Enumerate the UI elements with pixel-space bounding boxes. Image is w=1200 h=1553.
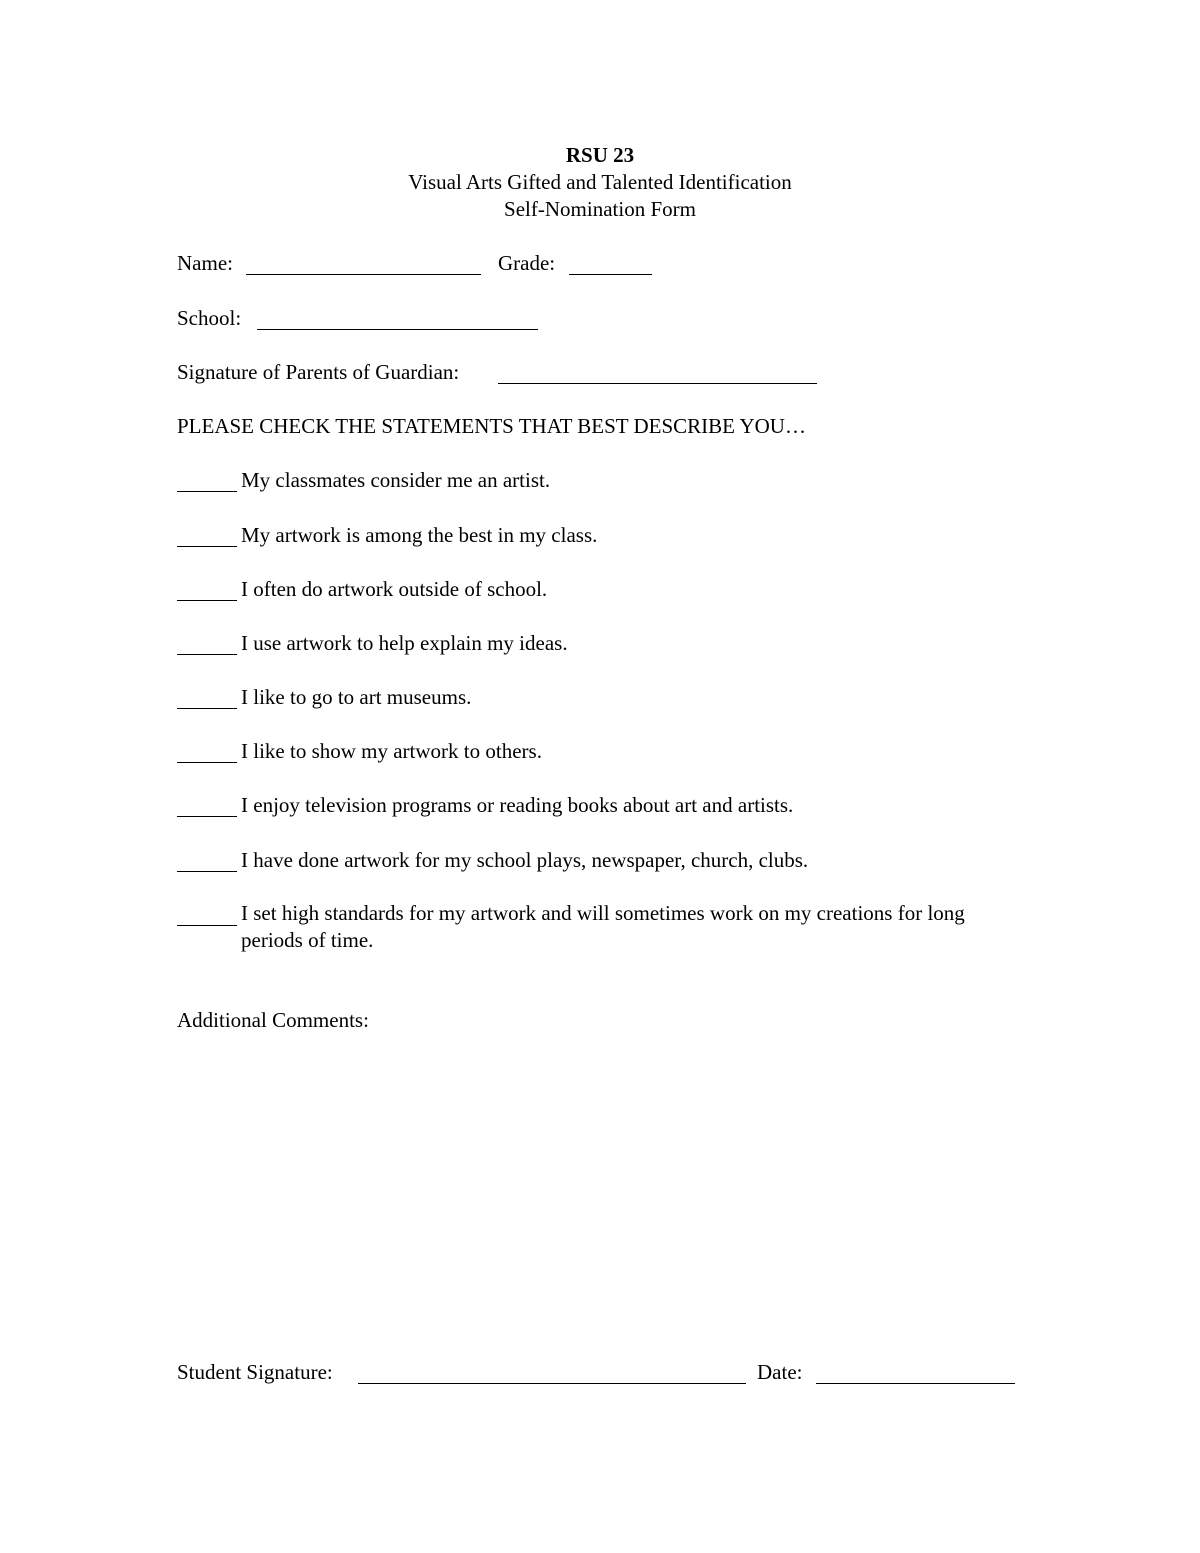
school-field[interactable] <box>257 329 538 330</box>
statement-text: I often do artwork outside of school. <box>241 577 548 601</box>
parent-signature-field[interactable] <box>498 383 817 384</box>
date-label: Date: <box>757 1360 803 1384</box>
statement-text: I like to show my artwork to others. <box>241 739 542 763</box>
check-blank[interactable] <box>177 816 237 817</box>
comments-label: Additional Comments: <box>177 1008 369 1032</box>
check-blank[interactable] <box>177 600 237 601</box>
check-blank[interactable] <box>177 491 237 492</box>
check-blank[interactable] <box>177 871 237 872</box>
name-field[interactable] <box>246 274 481 275</box>
check-blank[interactable] <box>177 708 237 709</box>
statement-text: I set high standards for my artwork and will sometimes work on my creations for long periods of time. <box>241 901 965 952</box>
comments-area[interactable] <box>177 1045 1017 1335</box>
statement-text: My artwork is among the best in my class. <box>241 523 598 547</box>
form-subtitle-2: Self-Nomination Form <box>504 197 696 221</box>
statement-text: I have done artwork for my school plays, newspaper, church, clubs. <box>241 848 809 872</box>
check-blank[interactable] <box>177 546 237 547</box>
form-title: RSU 23 <box>565 143 635 167</box>
statement-text: I use artwork to help explain my ideas. <box>241 631 568 655</box>
check-blank[interactable] <box>177 762 237 763</box>
student-signature-field[interactable] <box>358 1383 746 1384</box>
grade-label: Grade: <box>498 251 556 275</box>
check-blank[interactable] <box>177 654 237 655</box>
statement-text: I like to go to art museums. <box>241 685 472 709</box>
grade-field[interactable] <box>569 274 652 275</box>
statement-text: I enjoy television programs or reading books about art and artists. <box>241 793 794 817</box>
statement-text: My classmates consider me an artist. <box>241 468 551 492</box>
form-subtitle: Visual Arts Gifted and Talented Identification <box>408 170 792 194</box>
parent-signature-label: Signature of Parents of Guardian: <box>177 360 460 384</box>
school-label: School: <box>177 306 242 330</box>
instructions-text: PLEASE CHECK THE STATEMENTS THAT BEST DESCRIBE YOU… <box>177 414 806 438</box>
date-field[interactable] <box>816 1383 1015 1384</box>
check-blank[interactable] <box>177 925 237 926</box>
name-label: Name: <box>177 251 233 275</box>
student-signature-label: Student Signature: <box>177 1360 333 1384</box>
